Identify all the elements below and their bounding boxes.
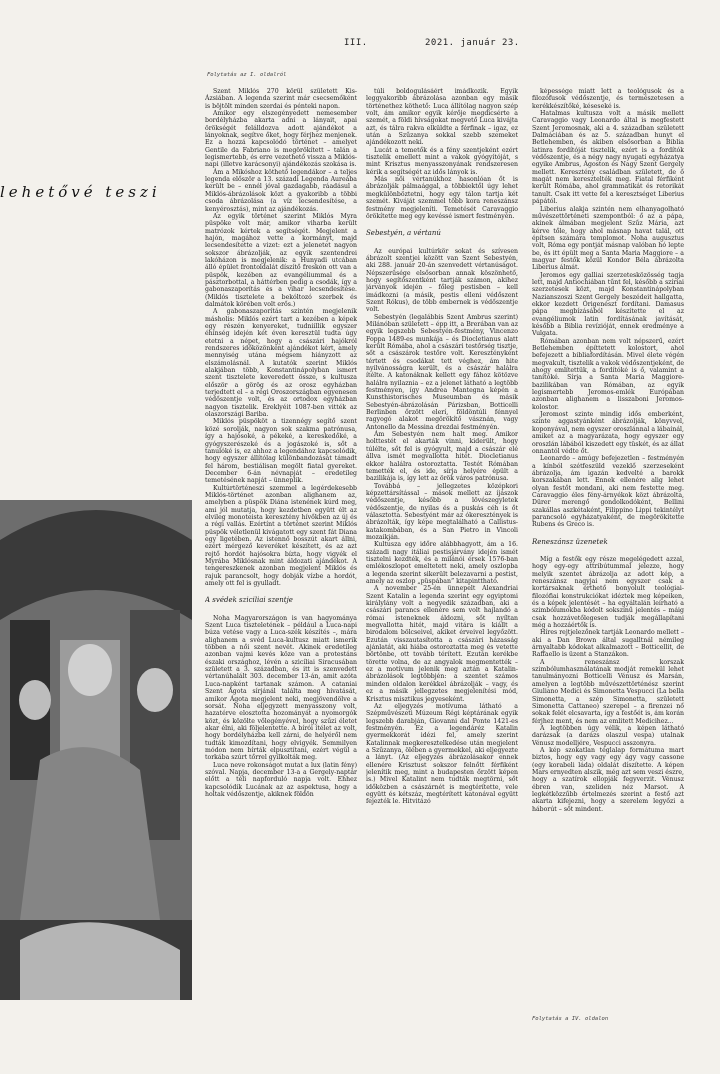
- paragraph: A reneszánsz korszak szimbólumhasználatának modját remekül lehet tanulmányozni Botticelli Vénusz és Marsán, amelyen a legtöbb művészettörténész szerint Giuliano Medici és Simonetta Vespucci (La bella Simonetta, a szép Simonetta, született Simonetta Cattaneo) szerepel – a firenzei nő sokak felét elcsavarta, így a festőét is, ám korán férjhez ment, és nem az emlitett Medicihez...: [532, 658, 684, 725]
- paragraph: Ám a Mikóshoz köthető legendákor – a teljes legenda először a 13. századi Legenda Aureába került be – ennél jóval gazdagabb, ráadásul a Miklós-ábrázolások közt a gyakoribb a többi csoda ábrázolása (a víz lecsendesítése, a kenyérosztás), mint az ajándékozás.: [205, 168, 357, 213]
- paragraph: Jeromos egy galliai szerzetesközösség tagja lett, majd Antiochiában tűnt fel, később a szíriai szerzetesek közt, majd Konstantinápolyban Nazianszoszi Szent Gergely beszédeit hallgatta, ekkor kezdett Órigenészt fordítani. Damasus pápa megbízásából készítette el az evangéliumok latin fordításának javítását, később a Biblia revízióját, ennek eredménye a Vulgata.: [532, 271, 684, 338]
- paragraph: Luca neve rokonságot mutat a lux (latin fény) szóval. Napja, december 13-a a Gergely-naptár előtt a téli napforduló napja volt. Ehhez kapcsolódik Lucának az az aspektusa, hogy a holtak védőszentje, akiknek földön: [205, 761, 357, 798]
- paragraph: Amikor egy elszegényedett nemesember bordélyházba akarta adni a lányait, apai örökségét felálldozva adott ajándékot a lányoknak, segítve őket, hogy férjhez menjenek. Ez a hozzá kapcsolódó történet – amelyet Gentile da Fabriano is megörökített – talán a legismertebb, és erre vezethető vissza a Miklós-napi (illetve karácsonyi) ajándékozás szokása is.: [205, 110, 357, 169]
- paragraph: Kultusza egy időre alábbhagyott, ám a 16. századi nagy itáliai pestisjárvány idején ismét tisztelni kezdték, és a milánói érsek 1576-ban emlékoszlopot emeltetett neki, amely oszlopba a legenda szerint sikerült belezavarni a pestist, amely az oszlop „püspában” kitapinttható.: [366, 541, 518, 585]
- section-subhead: Reneszánsz üzenetek: [532, 537, 608, 546]
- paragraph: Az európai kultúrkör sokat és szívesen ábrázolt szentjei között van Szent Sebestyén, aki 288. január 20-án szenvedett vértanúságot. Népszerűsége elsősorban annak köszönhető, hogy segítőszentként tartják számon, akihez járványok idején – főleg pestisben – kell imádkozni (a másik, pestis elleni védőszent Szent Rókus), de több embernek is védőszentje volt.: [366, 247, 518, 314]
- paragraph: A november 25-én ünnepelt Alexandriai Szent Katalin a legenda szerint egy egyiptomi királylány volt a negyedik században, aki a császári parancs ellenére sem volt hajlandó a római isteneknek áldozni, sőt nyíltan megvallotta hitét, majd vitára is kiállt a birodalom bölcseivel, akiket érveivel legyőzött. Ezután visszautasította a császári házasság ajánlatát, aki hiába ostoroztatta meg és vetette börtönbe, ott tovább térített. Ezután kerékbe törette volna, de az angyalok megmentették – ez a motívum jelenik meg aztán a Katalin-ábrázolások legtöbbjén: a szentet számos minden oldalon kerékkel ábrázolják – vagy, és ez a másik jellegzetes megjelenítési mód, Krisztus misztikus jegyeseként.: [366, 585, 518, 703]
- paragraph: Hatalmas kultusza volt a másik mellett Caravaggio vagy Leonardo által is megfestett Szent Jeromosnak, aki a 4. században született Dalmáciában és az 5. században hunyt el Betlehemben, és akiben elsősorban a Biblia latinra fordítóját tisztelik, ezért is a fordítók védőszentje, és a négy nagy nyugati egyházatya egyike Ambrus, Ágoston és Nagy Szent Gergely mellett. Keresztény családban született, de ő magát nem keresztelték meg. Fiatal férfiként került Rómába, ahol grammatikát és retorikát tanult. Csak itt vette fel a keresztséget Liberius pápától.: [532, 110, 684, 206]
- section-subhead: A svédek sziciliai szentje: [205, 596, 293, 605]
- paragraph: Jeromost szinte mindig idős emberként, szinte aggastyánként ábrázolják, könyvvel, koponyával, nem egyszer oroszlánnal a lábainál, amiket az a magyarázata, hogy egyszer egy oroszlán lábából kiszedett egy tüskét, és az állat onnantól védte őt.: [532, 411, 684, 455]
- paragraph: A legtöbben úgy vélik, a képen látható darázsak (a darázs olaszul vespa) utalnak Vénusz modelljére, Vespucci asszonyra.: [532, 724, 684, 747]
- issue-date: 2021. január 23.: [425, 38, 520, 48]
- fresco-image-drawing: [0, 500, 192, 1000]
- paragraph: Sebestyén (legalábbis Szent Ambrus szerint) Milánóban született – épp itt, a Brerában van az egyik legszebb Sebestyén-festmény, Vincenzo Foppa 1489-es munkája – és Diocletianus alatt került Rómába, ahol a császári testőrség tisztje, sőt a császárok testőre volt. Keresztényként tértett és csodákat tett véghez, ám hite nyilvánosságra került, és a császár halálra ítélte. A katonáknak kellett egy fához kötözve halálra nyilaznia – ez a jelenet látható a legtöbb festményen, így Andrea Mantegna képén a Kunsthistorisches Museumban és másik Sebestyén-ábrázolásán Párizsban, Botticelli Berlinben őrzött elerí, földöntúli fénnyel ragyogó alakot megörökítő vásznán, vagy Antonello da Messina drezdai festményén.: [366, 313, 518, 431]
- section-subhead: Sebestyén, a vértanú: [366, 229, 441, 238]
- paragraph: képessége miatt lett a teológusok és a filozófusok védőszentje, és természetesen a kerékkészítőké, késeseké is.: [532, 88, 684, 110]
- pull-quote: lehetővé teszi: [0, 183, 161, 201]
- article-column-3: [532, 88, 684, 1063]
- paragraph: túli boldogulásáért imádkozik. Egyik leggyakoribb ábrázolása azonban egy másik történethez köthető: Luca állítólag nagyon szép volt, ám amikor egyik kérője megdicsérte a szemét, a földi hívságokat megvető Luca kivájta azt, és tálra rakva elküldte a férfinak – igaz, ez után a Szűzanya sokkal szebb szemeket ajándékozott neki.: [366, 88, 518, 147]
- continued-from-note: Folytatás az I. oldalról: [207, 72, 287, 78]
- paragraph: Más női vértanúkhoz hasonlóan őt is ábrázolják pálmaággal, a többiektől úgy lehet megkülönböztetni, hogy egy tálon tartja két szemét. Kiváját szemmel több kora reneszánsz festmény megjeleníti. Temetését Caravaggio örökítette meg egy kevéssé ismert festményén.: [366, 176, 518, 220]
- paragraph: Ám Sebestyén nem halt meg. Amikor holttestét el akarták vinni, kiderült, hogy túlélte, sőt fel is gyógyult, majd a császár elé állva ismét megvallotta hitét. Diocletianus ekkor halálra ostoroztatta. Testét Rómában temették el, és ide, sírja helyére épült a bazilikája is, így lett az örök város patrónusa.: [366, 431, 518, 483]
- paragraph: Liberius alakja szintén nem elhanyagolható művészettörténeti szempontból: ő az a pápa, akinek álmában megjelent Szűz Mária, azt kérve tőle, hogy ahol másnap havat talál, ott építsen számára templomot. Noha augusztus volt, Róma egy pontját másnap valóban hó lepte be, és itt épült meg a Santa Maria Maggiore – a magyar festők közül Kondor Béla ábrázolta Liberius álmát.: [532, 205, 684, 272]
- page-number: III.: [344, 38, 368, 48]
- fresco-image: [0, 500, 192, 1000]
- paragraph: Kultúrtörténeszi szemmel a legérdekesebb Miklós-történet azonban alighanem az, amelyben a püspök Diána istenének kúrd meg, ami jól mutatja, hogy kezdetben együtt élt az elvileg monoteista keresztény hívőkben az új és a régi vallás. Ezértínt a történet szerint Miklós püspök véletlenül kivágatott egy szent fát Diana egy ligetében. Az istennő bosszút akart állni, ezért mérgező keveréket készített, és az azt rejtő hordót hajósokra bízta, hogy vigyék el Myrába Miklósnak mint áldozati ajándékot. A tengereszkenek azonban megjelent Miklós és rajuk parancsolt, hogy dobják vízbe a hordót, amely ott fel is gyulladt.: [205, 484, 357, 588]
- continued-to-note: Folytatás a IV. oldalon: [532, 1016, 609, 1022]
- paragraph: Leonardo – amúgy befejezetlen – festményén a kínból szétfeszüld vezeklő szerzeseként ábrázolja, ám igazán kedvelté a barokk korszakában lett. Ennek ellenére alig lehet olyan festőt mondani, aki nem festette meg. Caravaggio éles fény-árnyékok közt ábrázolta, Dürer merengő gondolkodóként, Bellini szakállas aszkétaként, Filippino Lippi tekintélyt parancsoló egyházatyaként, de megörökítette Rubens és Greco is.: [532, 455, 684, 529]
- paragraph: Noha Magyarországon is van hagyománya Szent Luca tiszteletének – például a Luca-napi búza vetése vagy a Luca-szék készítés –, mára alighanem a svéd Luca-kultusz miatt ismerik többen a női szent nevét. Akinek eredetileg azonban vajmi kevés köze van a protestáns északi országhoz, lévén a szicíliai Siracusában született a 3. században, és itt is szenvedett vértanúhalált 303. december 13-án, amit azóta Luca-napként tartanak számon. A cataniai Szent Ágota sírjánál találta meg hivatását, amikor Ágota megjelent neki, megjövendölve a sorsát. Noha eljegyzett menyasszony volt, hazatérve elosztotta hozományát a nyomorgók közt, és közölte vőlegényével, hogy szűzi életet akar élni, aki följelentette. A bírói ítélet az volt, hogy bordélyházba kell zárni, de helyéről nem tudták kimozdítani, hogy elvigyék. Semmilyen módon nem bírták elpusztítani, ezért végül a torkába szúrt tőrrel gyilkolták meg.: [205, 614, 357, 762]
- paragraph: Az eljegyzés motívuma látható a Szépművészeti Múzeum Régi képtárának egyik legszebb darabján, Giovanni dal Ponte 1421-es festményén. Ez a legendáréz Katalin gyermekkorát idézi fel, amely szerint Katalinnak megkeresztelkedése után megjelent a Szűzanya, ölében a gyermekkel, aki eljegyezte a lányt. (Az eljegyzés ábrázolásakor ennek ellenére Krisztust sokszor felnőtt férfiként jelenítik meg, mint a budapesten őrzött képen is.) Mivel Katalint nem tudták megtörni, sőt időközben a császárnét is megtérítette, vele együtt és kétszáz, megtérített katonával együtt fejezték le. Hitvitázó: [366, 702, 518, 806]
- paragraph: Híres rejtjelezőnek tartják Leonardo mellett – aki a Dan Brown által sugalltnál némileg árnyaltabb kódokat alkalmazott – Botticellit, de Raffaello is üzent a Stanzákon.: [532, 629, 684, 659]
- paragraph: Az egyik történet szerint Miklós Myra püspöke volt már, amikor viharba került matrózok kértek a segítségét. Megjelent a hajón, magához vette a kormányt, majd lecsendesítette a vizet: ezt a jelenetet nagyon sokszor ábrázolják, az egyik szentendrei lakóházon is megjelenik: a Hunyadi utcában álló épület frontoldalát díszítő freskón ott van a püspök, kezében az evangéliummal és a pásztorbottal, a háttérben pedig a csodák, így a gabonaszaporítás és a vihar lecsendesítése. (Miklós tisztelete a bekóltozó szerbek és dalmátok körében volt erős.): [205, 212, 357, 308]
- paragraph: Szent Miklós 270 körül született Kis-Ázsiában. A legenda szerint már csecsemőként is böjtölt minden szerdai és pénteki napon.: [205, 88, 357, 110]
- article-column-2: [366, 88, 518, 1038]
- paragraph: Rómában azonban nem volt népszerű, ezért Betlehemben építtetett kolostort, ahol befejezett a bibliafordításán. Mivel élete végén megvakult, tisztelik a vakok védőszentjeként, de ahogy említettük, a fordítóké is ő, valamint a tanítóké. Sírja a Santa Maria Maggiore-bazilikában van Rómában, az egyik legismertebb Jeromos-emlék Európában azonban alighanem a lisszaboni Jeromos-kolostor.: [532, 337, 684, 411]
- paragraph: A kép szokatlan téglalap formátuma mart biztos, hogy egy vagy egy ágy vagy cassone (egy korabeli láda) oldalát díszítette. A képen Mars ernyedten alszik, még azt sem veszi észre, hogy a szatírok ellopják fegyverzit. Vénusz ébren van, szeliden néz Marsot. A legkétközzűbb értelmezés szerint a festő azt akarta kifejezni, hogy a szerelem legyőzi a háborút – sőt mindent.: [532, 746, 684, 813]
- page-header: [0, 38, 720, 54]
- paragraph: Továbbá – jellegzetes középkori képzettársítással – mások mellett az íjászok védőszentje, később a lövészegyletek védőszentje, de nyilas és a puskás céh is őt választotta. Sebestyént már az ókeresztények is ábrázolták, így képe megtalálható a Callistus-katakombában, és a San Pietro in Vincoli mozaikján.: [366, 482, 518, 541]
- paragraph: Míg a festők egy része megelégedett azzal, hogy egy-egy attribútummal jelezze, hogy melyik szentet ábrázolja az adott kép, a reneszánsz nagyjai nem egyszer csak a kortársaknak érthető bonyolult teológiai-filozófiai konstrukciókat idéztek meg képeiken, és a képek jelentését – ha egyáltalán leírható a szimbólumokba kódolt sokszínű jelentés – máig csak hozzávetőlegesen tudják megállapítani még a hozzáértők is.: [532, 555, 684, 630]
- article-column-1: [205, 88, 357, 1038]
- paragraph: A gabonaszaporítás szintén megjelenik másholis: Miklós ezért tart a kezében a képek egy részén kenyereket, tudniillik egyszer éhínség idején két éven keresztül tudta úgy etetni a népet, hogy a császári hajókról rendszeres időközönként ajándékot kért, amely mennyiség utána mégsem hiányzott az elszámolásnál. A kutatók szerint Miklós alakjában több, Konstantinápolyban ismert szent tisztelete keveredett össze, s kultusza először a görög és az orosz egyházban terjedtett el – a régi Oroszországban egyenesen védőszentje volt, és az ortodox egyházban nagyon tisztelik. Ereklyéit 1087-ben vitték az olaszországi Bariba.: [205, 308, 357, 419]
- paragraph: Miklós püspököt a tizennégy segítő szent közé sorolják, nagyon sok szakma patrónusa, így a hajósoké, a pékeké, a kereskedőké, a gyógyszerészeké és a jogászoké is, sőt a tanulóké is, ez ahhoz a legendához kapcsolódik, hogy egyszer állítólag különbandozását támadt fel három, bestiálisan megölt fiatal gyereket. December 6-án névnapját – eredetileg temetésének napját – ünneplik.: [205, 418, 357, 485]
- paragraph: Lucát a temetők és a fény szentjeként ezért tisztelik emellett mint a vakok gyógyítóját, s mint Krisztus menyasszonyának rendszeresen kérik a segítségét az idős lányok is.: [366, 146, 518, 176]
